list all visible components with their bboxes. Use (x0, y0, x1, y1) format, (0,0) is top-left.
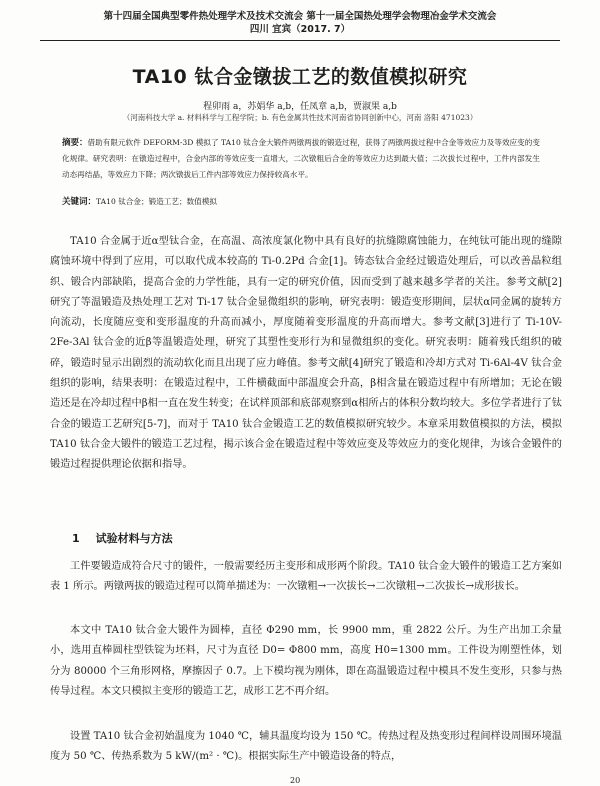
section-number: 1 (72, 532, 80, 545)
page-number: 20 (290, 776, 301, 785)
abstract-text: 借助有限元软件 DEFORM-3D 模拟了 TA10 钛合金大锻件两镦两拔的锻造过程，获得了两镦两拔过程中合金等效应力及等效应变的变化规律。研究表明：在镦造过程中，合金内部的等效应变一直增大，二次镦粗后合金的等效应力达到最大值；二次拔长过程中，工件内部发生动态再结晶，等效应力下降；两次镦拔后工件内部等效应力保持较高水平。 (62, 138, 540, 179)
section-paragraph-2: 本文中 TA10 钛合金大锻件为圆棒，直径 Φ290 mm，长 9900 mm，重 2822 公斤。为生产出加工余量小，选用直棒圆柱型铁锭为坯料，尺寸为直径 D0= Φ800 mm，高度 H0=1300 mm。工件设为刚塑性体，划分为 80000 个三角形网格，摩擦因子 0.7。上下模均视为刚体，即在高温锻造过程中模具不发生变形，只参与热传导过程。本文只模拟主变形的锻造工艺，成形工艺不再介绍。 (50, 625, 562, 697)
conference-header (40, 10, 560, 36)
abstract-label: 摘要： (62, 138, 88, 148)
author-list: 程卯雨 a，苏娟华 a,b，任凤章 a,b，贾淑果 a,b (203, 102, 397, 112)
header-divider (40, 40, 560, 41)
paper-title: TA10 钛合金镦拔工艺的数值模拟研究 (132, 66, 468, 88)
abstract (62, 135, 540, 183)
conference-header-line2: 四川 宜宾（2017. 7） (249, 24, 351, 35)
section-title: 试验材料与方法 (95, 532, 173, 545)
conference-header-line1: 第十四届全国典型零件热处理学术及技术交流会 第十一届全国热处理学会物理冶金学术交流会 (103, 11, 497, 22)
keywords-text: TA10 钛合金；锻造工艺；数值模拟 (96, 197, 217, 206)
section-paragraph-1: 工件要锻造成符合尺寸的锻件，一般需要经历主变形和成形两个阶段。TA10 钛合金大锻件的锻造工艺方案如表 1 所示。两镦两拔的锻造过程可以简单描述为：一次镦粗→一次拔长→二次镦粗→二次拔长→成形拔长。 (50, 561, 562, 593)
section-heading (72, 530, 189, 546)
keywords-label: 关键词： (62, 197, 97, 207)
intro-paragraph: TA10 合金属于近α型钛合金，在高温、高浓度氯化物中具有良好的抗缝隙腐蚀能力，在纯钛可能出现的缝隙腐蚀环境中得到了应用，可以取代成本较高的 Ti-0.2Pd 合金[1]。铸态钛合金经过锻造处理后，可以改善晶粒组织、锻合内部缺陷，提高合金的力学性能，具有一定的研究价值，因而受到了越来越多学者的关注。参考文献[2]研究了等温锻造及热处理工艺对 Ti-17 钛合金显微组织的影响，研究表明：锻造变形期间，层状α同金属的旋转方向流动，长度随应变和变形温度的升高而减小，厚度随着变形温度的升高而增大。参考文献[3]进行了 Ti-10V-2Fe-3Al 钛合金的近β等温锻造处理，研究了其塑性变形行为和显微组织的变化。研究表明：随着残氏组织的破碎，锻造时显示出剧烈的流动软化而且出现了应力峰值。参考文献[4]研究了锻造和冷却方式对 Ti-6Al-4V 钛合金组织的影响，结果表明：在锻造过程中，工件横截面中部温度会升高，β相含量在锻造过程中有所增加；无论在锻造还是在冷却过程中β相一直在发生转变；在试样顶部和底部观察到α相所占的体积分数均较大。多位学者进行了钛合金的锻造工艺研究[5-7]，而对于 TA10 钛合金锻造工艺的数值模拟研究较少。本章采用数值模拟的方法，模拟 TA10 钛合金大锻件的锻造工艺过程，揭示该合金在锻造过程中等效应变及等效应力的变化规律，为该合金锻件的锻造过程提供理论依据和指导。 (50, 236, 562, 471)
keywords (62, 195, 540, 207)
affiliation: （河南科技大学 a. 材料科学与工程学院；b. 有色金属共性技术河南省协同创新中心，河南 洛阳 471023） (122, 113, 478, 122)
section-paragraph-3: 设置 TA10 钛合金初始温度为 1040 ℃，辅具温度均设为 150 ℃。传热过程及热变形过程间样设周围环境温度为 50 ℃、传热系数为 5 kW/(m² · ℃)。根据实际生产中锻造设备的特点， (50, 731, 562, 763)
